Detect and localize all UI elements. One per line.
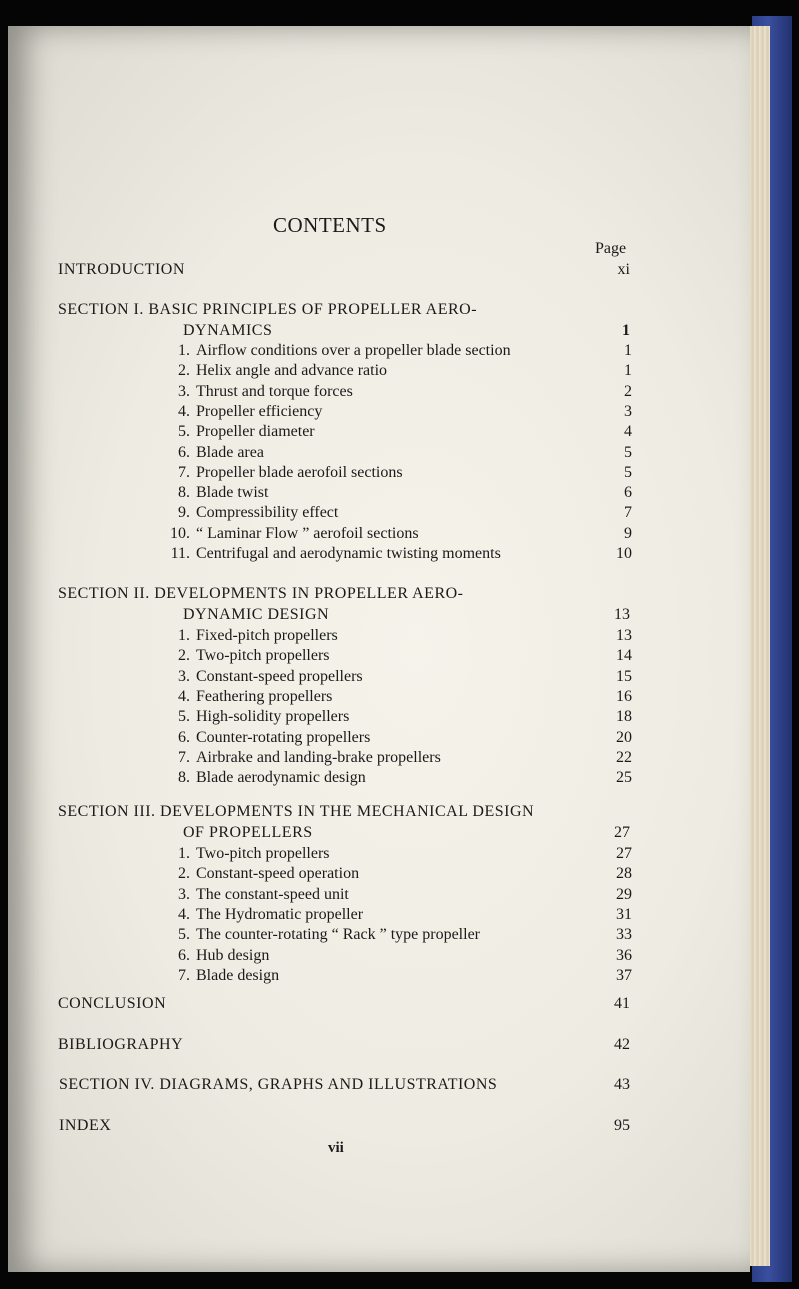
section3-item-number: 4.	[178, 905, 190, 923]
section2-item-page: 14	[616, 647, 632, 665]
section1-item-page: 3	[624, 402, 632, 420]
section1-item-page: 7	[624, 504, 632, 522]
section1-item-page: 5	[624, 443, 632, 461]
section2-item-number: 6.	[178, 728, 190, 746]
section2-item-label: Feathering propellers	[196, 687, 333, 705]
section2-item-label: Constant-speed propellers	[196, 667, 363, 685]
section3-item-page: 28	[616, 865, 632, 883]
entry-conclusion-page: 41	[614, 995, 630, 1012]
section3-item-page: 29	[616, 885, 632, 903]
entry-conclusion-label: CONCLUSION	[58, 995, 167, 1012]
section1-item-label: Propeller blade aerofoil sections	[196, 463, 403, 481]
section1-item-page: 4	[624, 423, 632, 441]
section2-item-page: 15	[616, 667, 632, 685]
section1-item-number: 4.	[178, 402, 190, 420]
section1-item-number: 7.	[178, 463, 190, 481]
entry-introduction-label: INTRODUCTION	[58, 261, 185, 278]
section1-item-number: 6.	[178, 443, 190, 461]
section2-item-number: 7.	[178, 748, 190, 766]
section3-item-label: The constant-speed unit	[196, 885, 349, 903]
section2-item-number: 4.	[178, 687, 190, 705]
section1-item-label: Blade area	[196, 443, 264, 461]
section3-item-label: The Hydromatic propeller	[196, 905, 364, 923]
section1-item-label: Compressibility effect	[196, 504, 339, 522]
section3-item-number: 2.	[178, 865, 190, 883]
section1-item-number: 2.	[178, 362, 190, 380]
section1-item-label: Airflow conditions over a propeller blade section	[196, 342, 511, 359]
section2-page: 13	[614, 606, 630, 623]
section3-item-number: 7.	[178, 966, 190, 984]
section2-item-label: High-solidity propellers	[196, 708, 350, 726]
section2-item-page: 13	[616, 627, 632, 644]
section1-page: 1	[622, 322, 630, 339]
section2-heading-line1: SECTION II. DEVELOPMENTS IN PROPELLER AERO-	[58, 585, 464, 602]
section2-item-page: 25	[616, 769, 632, 787]
section1-item-page: 5	[624, 463, 632, 481]
section3-item-page: 37	[616, 966, 632, 984]
section2-item-label: Counter-rotating propellers	[196, 728, 371, 746]
section3-item-label: The counter-rotating “ Rack ” type propeller	[196, 926, 480, 944]
section2-item-number: 2.	[178, 647, 190, 665]
section3-item-label: Two-pitch propellers	[196, 845, 330, 862]
section1-item-label: Propeller diameter	[196, 423, 315, 441]
entry-introduction-page: xi	[617, 261, 630, 278]
section3-item-page: 31	[616, 905, 632, 923]
section3-item-label: Hub design	[196, 946, 270, 964]
section3-page: 27	[614, 824, 630, 841]
page-column-header: Page	[595, 240, 627, 257]
section2-item-label: Blade aerodynamic design	[196, 769, 366, 787]
section1-item-page: 10	[616, 545, 632, 562]
section2-item-number: 5.	[178, 708, 190, 726]
section3-item-page: 33	[616, 926, 632, 944]
section3-item-number: 1.	[178, 845, 190, 862]
entry-bibliography-label: BIBLIOGRAPHY	[58, 1036, 184, 1053]
section1-item-number: 8.	[178, 484, 190, 502]
section1-item-label: Thrust and torque forces	[196, 382, 353, 400]
section1-item-page: 1	[624, 342, 632, 359]
section2-item-label: Airbrake and landing-brake propellers	[196, 748, 441, 766]
section3-item-number: 3.	[178, 885, 190, 903]
contents-page	[8, 26, 750, 1272]
section2-item-label: Fixed-pitch propellers	[196, 627, 338, 644]
entry-index-page: 95	[614, 1117, 630, 1134]
section3-item-label: Constant-speed operation	[196, 865, 360, 883]
section3-item-page: 27	[616, 845, 632, 862]
section2-item-page: 18	[616, 708, 632, 726]
section1-item-label: Blade twist	[196, 484, 269, 502]
section1-heading-line1: SECTION I. BASIC PRINCIPLES OF PROPELLER AERO-	[58, 301, 478, 318]
section2-item-number: 1.	[178, 627, 190, 644]
section3-heading-line2: OF PROPELLERS	[183, 824, 313, 841]
entry-section4-page: 43	[614, 1076, 630, 1093]
section2-item-page: 22	[616, 748, 632, 766]
section3-item-number: 5.	[178, 926, 190, 944]
section2-item-page: 20	[616, 728, 632, 746]
section2-item-number: 8.	[178, 769, 190, 787]
section3-item-number: 6.	[178, 946, 190, 964]
section1-item-number: 5.	[178, 423, 190, 441]
entry-bibliography-page: 42	[614, 1036, 630, 1053]
section1-item-page: 2	[624, 382, 632, 400]
section1-item-page: 9	[624, 524, 632, 542]
entry-section4-label: SECTION IV. DIAGRAMS, GRAPHS AND ILLUSTRATIONS	[59, 1076, 498, 1093]
section1-item-label: “ Laminar Flow ” aerofoil sections	[196, 524, 419, 542]
section2-item-label: Two-pitch propellers	[196, 647, 330, 665]
section1-item-number: 11.	[170, 545, 190, 562]
page-folio: vii	[328, 1140, 344, 1156]
section1-item-number: 1.	[178, 342, 190, 359]
section3-item-page: 36	[616, 946, 632, 964]
section3-item-label: Blade design	[196, 966, 280, 984]
section1-heading-line2: DYNAMICS	[183, 322, 273, 339]
section1-item-page: 6	[624, 484, 632, 502]
page-title: CONTENTS	[273, 213, 387, 237]
section1-item-number: 9.	[178, 504, 190, 522]
section1-item-number: 3.	[178, 382, 190, 400]
section2-heading-line2: DYNAMIC DESIGN	[183, 606, 330, 623]
entry-index-label: INDEX	[59, 1117, 112, 1134]
section3-heading-line1: SECTION III. DEVELOPMENTS IN THE MECHANICAL DESIGN	[58, 803, 535, 820]
section2-item-page: 16	[616, 687, 632, 705]
section1-item-page: 1	[624, 362, 632, 380]
section1-item-number: 10.	[170, 524, 190, 542]
section1-item-label: Centrifugal and aerodynamic twisting moments	[196, 545, 501, 562]
section2-item-number: 3.	[178, 667, 190, 685]
section1-item-label: Helix angle and advance ratio	[196, 362, 388, 380]
section1-item-label: Propeller efficiency	[196, 402, 323, 420]
